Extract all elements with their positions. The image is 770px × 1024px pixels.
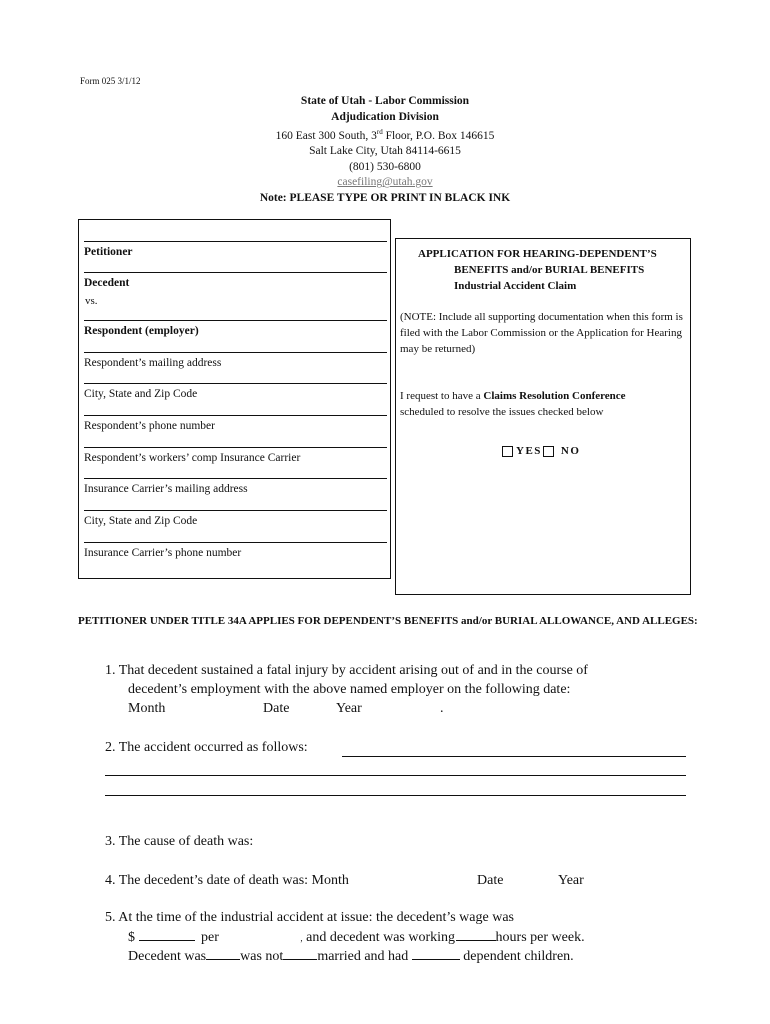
conference-request: I request to have a Claims Resolution Conference scheduled to resolve the issues checked below xyxy=(400,390,626,418)
not-married-blank[interactable] xyxy=(283,947,317,960)
item-1-date[interactable]: Date xyxy=(263,701,290,716)
accident-line-1[interactable] xyxy=(342,756,686,757)
respondent-field[interactable]: Respondent (employer) xyxy=(84,320,387,346)
item-1-month[interactable]: Month xyxy=(128,701,166,716)
division-name: Adjudication Division xyxy=(331,110,439,123)
vs-label: vs. xyxy=(85,295,98,307)
form-number: Form 025 3/1/12 xyxy=(80,76,141,86)
accident-line-3[interactable] xyxy=(105,795,686,796)
respondent-phone-field[interactable]: Respondent’s phone number xyxy=(84,415,387,441)
wage-blank[interactable] xyxy=(139,928,195,941)
respondent-city-field[interactable]: City, State and Zip Code xyxy=(84,383,387,409)
yes-label: YES xyxy=(516,445,542,457)
hours-blank[interactable] xyxy=(456,928,496,941)
application-title: APPLICATION FOR HEARING-DEPENDENT’S BENEFITS and/or BURIAL BENEFITS Industrial Accident Claim xyxy=(418,248,657,292)
accident-line-2[interactable] xyxy=(105,775,686,776)
carrier-city-field[interactable]: City, State and Zip Code xyxy=(84,510,387,536)
no-checkbox[interactable] xyxy=(543,446,554,457)
item-1-period: . xyxy=(440,701,444,716)
conference-choice xyxy=(502,445,580,457)
respondent-mailing-field[interactable]: Respondent’s mailing address xyxy=(84,352,387,378)
email-link[interactable]: casefiling@utah.gov xyxy=(337,176,433,189)
item-5-line-2: $ per , and decedent was working hours per week. xyxy=(128,930,585,945)
party-info-box xyxy=(78,219,391,579)
item-4-label: 4. The decedent’s date of death was: Month xyxy=(105,873,349,888)
respondent-carrier-field[interactable]: Respondent’s workers’ comp Insurance Carrier xyxy=(84,447,387,473)
item-1-year[interactable]: Year xyxy=(336,701,362,716)
ink-note: Note: PLEASE TYPE OR PRINT IN BLACK INK xyxy=(259,191,511,204)
carrier-mailing-field[interactable]: Insurance Carrier’s mailing address xyxy=(84,478,387,504)
agency-name: State of Utah - Labor Commission xyxy=(300,95,470,107)
item-2-label: 2. The accident occurred as follows: xyxy=(105,740,308,755)
agency-header xyxy=(0,94,770,206)
petition-heading: PETITIONER UNDER TITLE 34A APPLIES FOR DEPENDENT’S BENEFITS and/or BURIAL ALLOWANCE, AND ALLEGES: xyxy=(78,615,698,627)
item-5-line-1: 5. At the time of the industrial accident at issue: the decedent’s wage was xyxy=(105,910,514,925)
petitioner-field[interactable]: Petitioner xyxy=(84,241,387,267)
phone-line: (801) 530-6800 xyxy=(349,160,421,173)
item-1-line-1: 1. That decedent sustained a fatal injury by accident arising out of and in the course of xyxy=(105,663,588,678)
children-blank[interactable] xyxy=(412,947,460,960)
no-label: NO xyxy=(560,445,581,457)
item-4-year[interactable]: Year xyxy=(558,873,584,888)
item-4-date[interactable]: Date xyxy=(477,873,504,888)
item-1-line-2: decedent’s employment with the above named employer on the following date: xyxy=(128,682,571,697)
address-line: 160 East 300 South, 3rd Floor, P.O. Box 146615 xyxy=(275,128,495,142)
item-3-label: 3. The cause of death was: xyxy=(105,834,254,849)
yes-checkbox[interactable] xyxy=(502,446,513,457)
documentation-note: (NOTE: Include all supporting documentation when this form is filed with the Labor Commission or the Application for Hearing may be returned) xyxy=(400,311,683,355)
married-blank[interactable] xyxy=(206,947,240,960)
item-5-line-3: Decedent was was not married and had dependent children. xyxy=(128,949,574,964)
decedent-field[interactable]: Decedent xyxy=(84,272,387,298)
application-box xyxy=(395,238,691,595)
city-line: Salt Lake City, Utah 84114-6615 xyxy=(309,145,461,158)
carrier-phone-field[interactable]: Insurance Carrier’s phone number xyxy=(84,542,387,568)
